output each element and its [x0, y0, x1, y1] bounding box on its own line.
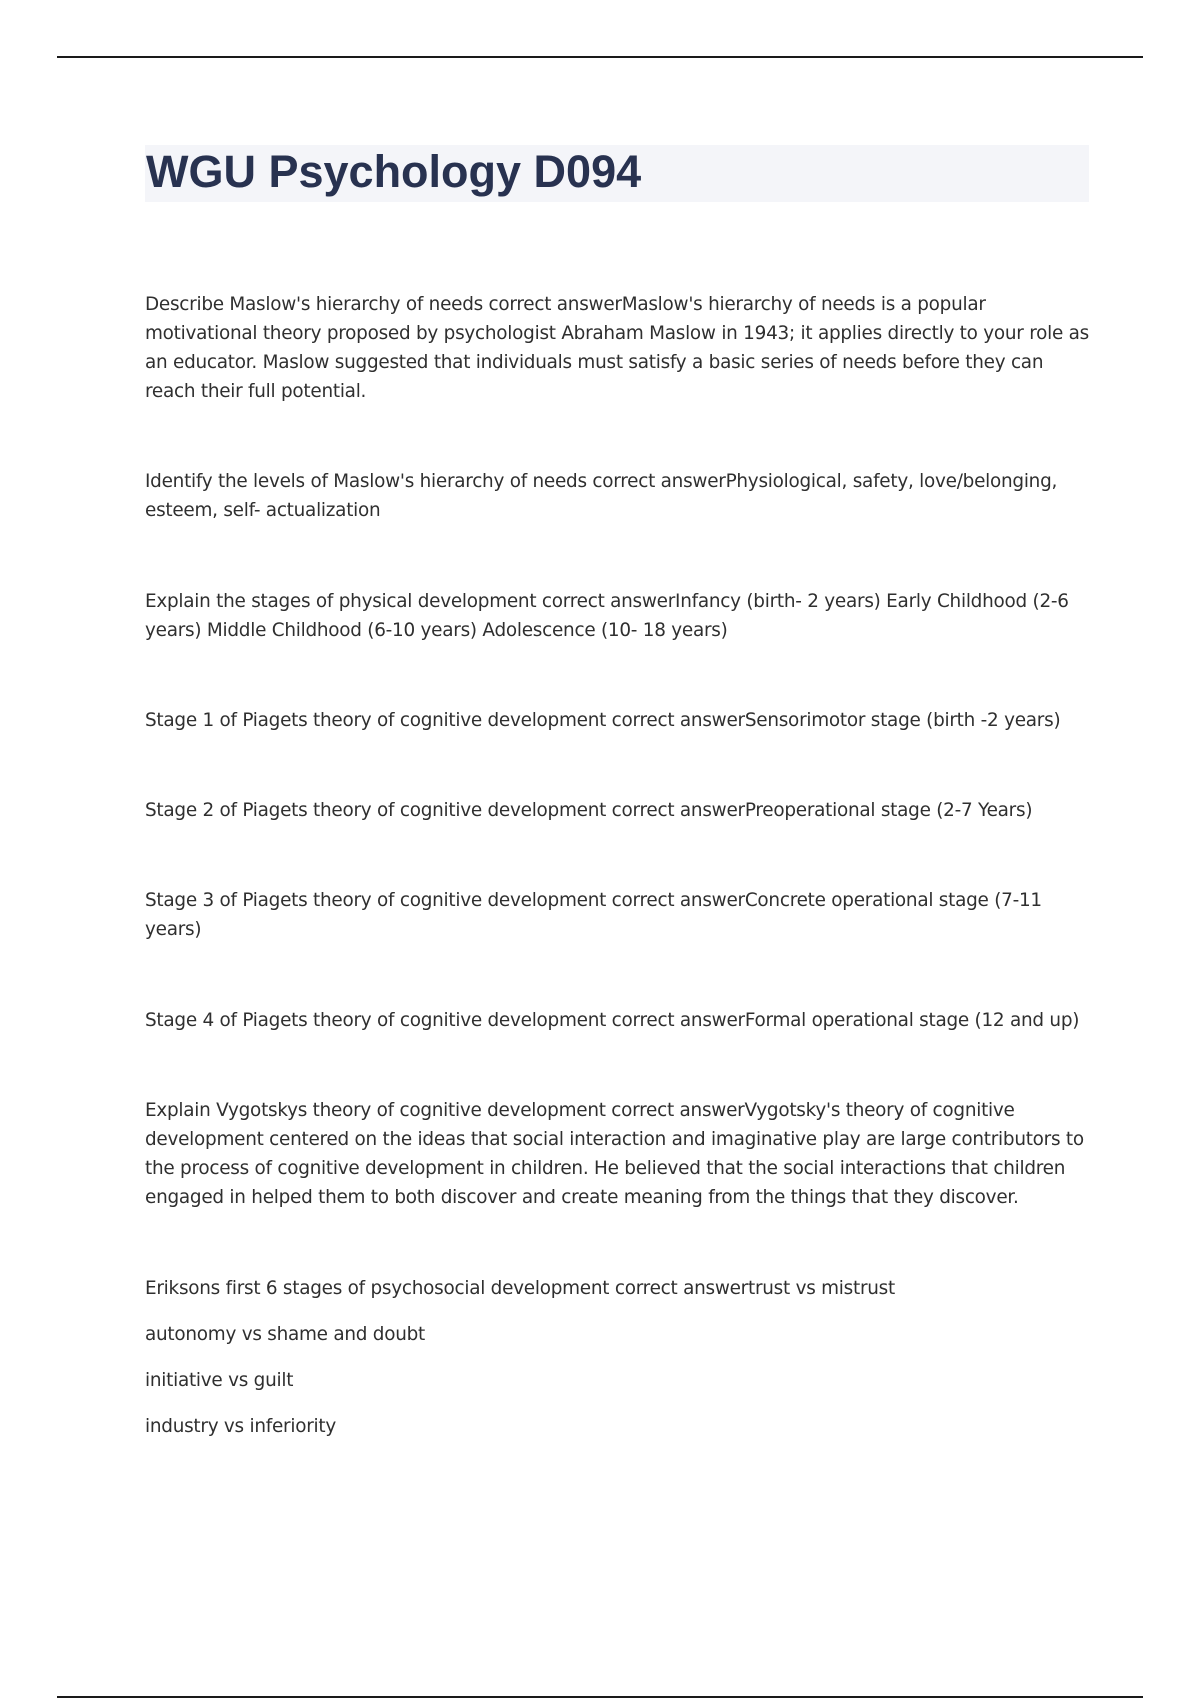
document-title: WGU Psychology D094 [146, 146, 642, 197]
qa-piaget-stage-4: Stage 4 of Piagets theory of cognitive development correct answerFormal operational stage (12 and up) [145, 1010, 1080, 1031]
bottom-rule [57, 1696, 1143, 1698]
top-rule [57, 56, 1143, 58]
qa-physical-development: Explain the stages of physical development correct answerInfancy (birth- 2 years) Early Childhood (2-6 years) Middle Childhood (6-10 years) Adolescence (10- 18 years) [145, 591, 1069, 641]
qa-erikson: Eriksons first 6 stages of psychosocial development correct answertrust vs mistrust [145, 1278, 895, 1299]
erikson-stage-line: initiative vs guilt [145, 1370, 294, 1391]
erikson-stage-line: industry vs inferiority [145, 1416, 336, 1437]
qa-vygotsky: Explain Vygotskys theory of cognitive development correct answerVygotsky's theory of cognitive development centered on the ideas that social interaction and imaginative play are large contributors to the process of cognitive development in children. He believed that the social interactions that children engaged in helped them to both discover and create meaning from the things that they discover. [145, 1100, 1084, 1208]
erikson-stage-line: autonomy vs shame and doubt [145, 1324, 425, 1345]
document-body [145, 290, 1093, 1458]
qa-maslow-describe: Describe Maslow's hierarchy of needs correct answerMaslow's hierarchy of needs is a popular motivational theory proposed by psychologist Abraham Maslow in 1943; it applies directly to your role as an educator. Maslow suggested that individuals must satisfy a basic series of needs before they can reach their full potential. [145, 294, 1089, 402]
qa-piaget-stage-2: Stage 2 of Piagets theory of cognitive development correct answerPreoperational stage (2-7 Years) [145, 800, 1033, 821]
qa-maslow-levels: Identify the levels of Maslow's hierarchy of needs correct answerPhysiological, safety, love/belonging, esteem, self- actualization [145, 471, 1058, 521]
qa-piaget-stage-1: Stage 1 of Piagets theory of cognitive development correct answerSensorimotor stage (birth -2 years) [145, 710, 1061, 731]
qa-piaget-stage-3: Stage 3 of Piagets theory of cognitive development correct answerConcrete operational stage (7-11 years) [145, 890, 1042, 940]
